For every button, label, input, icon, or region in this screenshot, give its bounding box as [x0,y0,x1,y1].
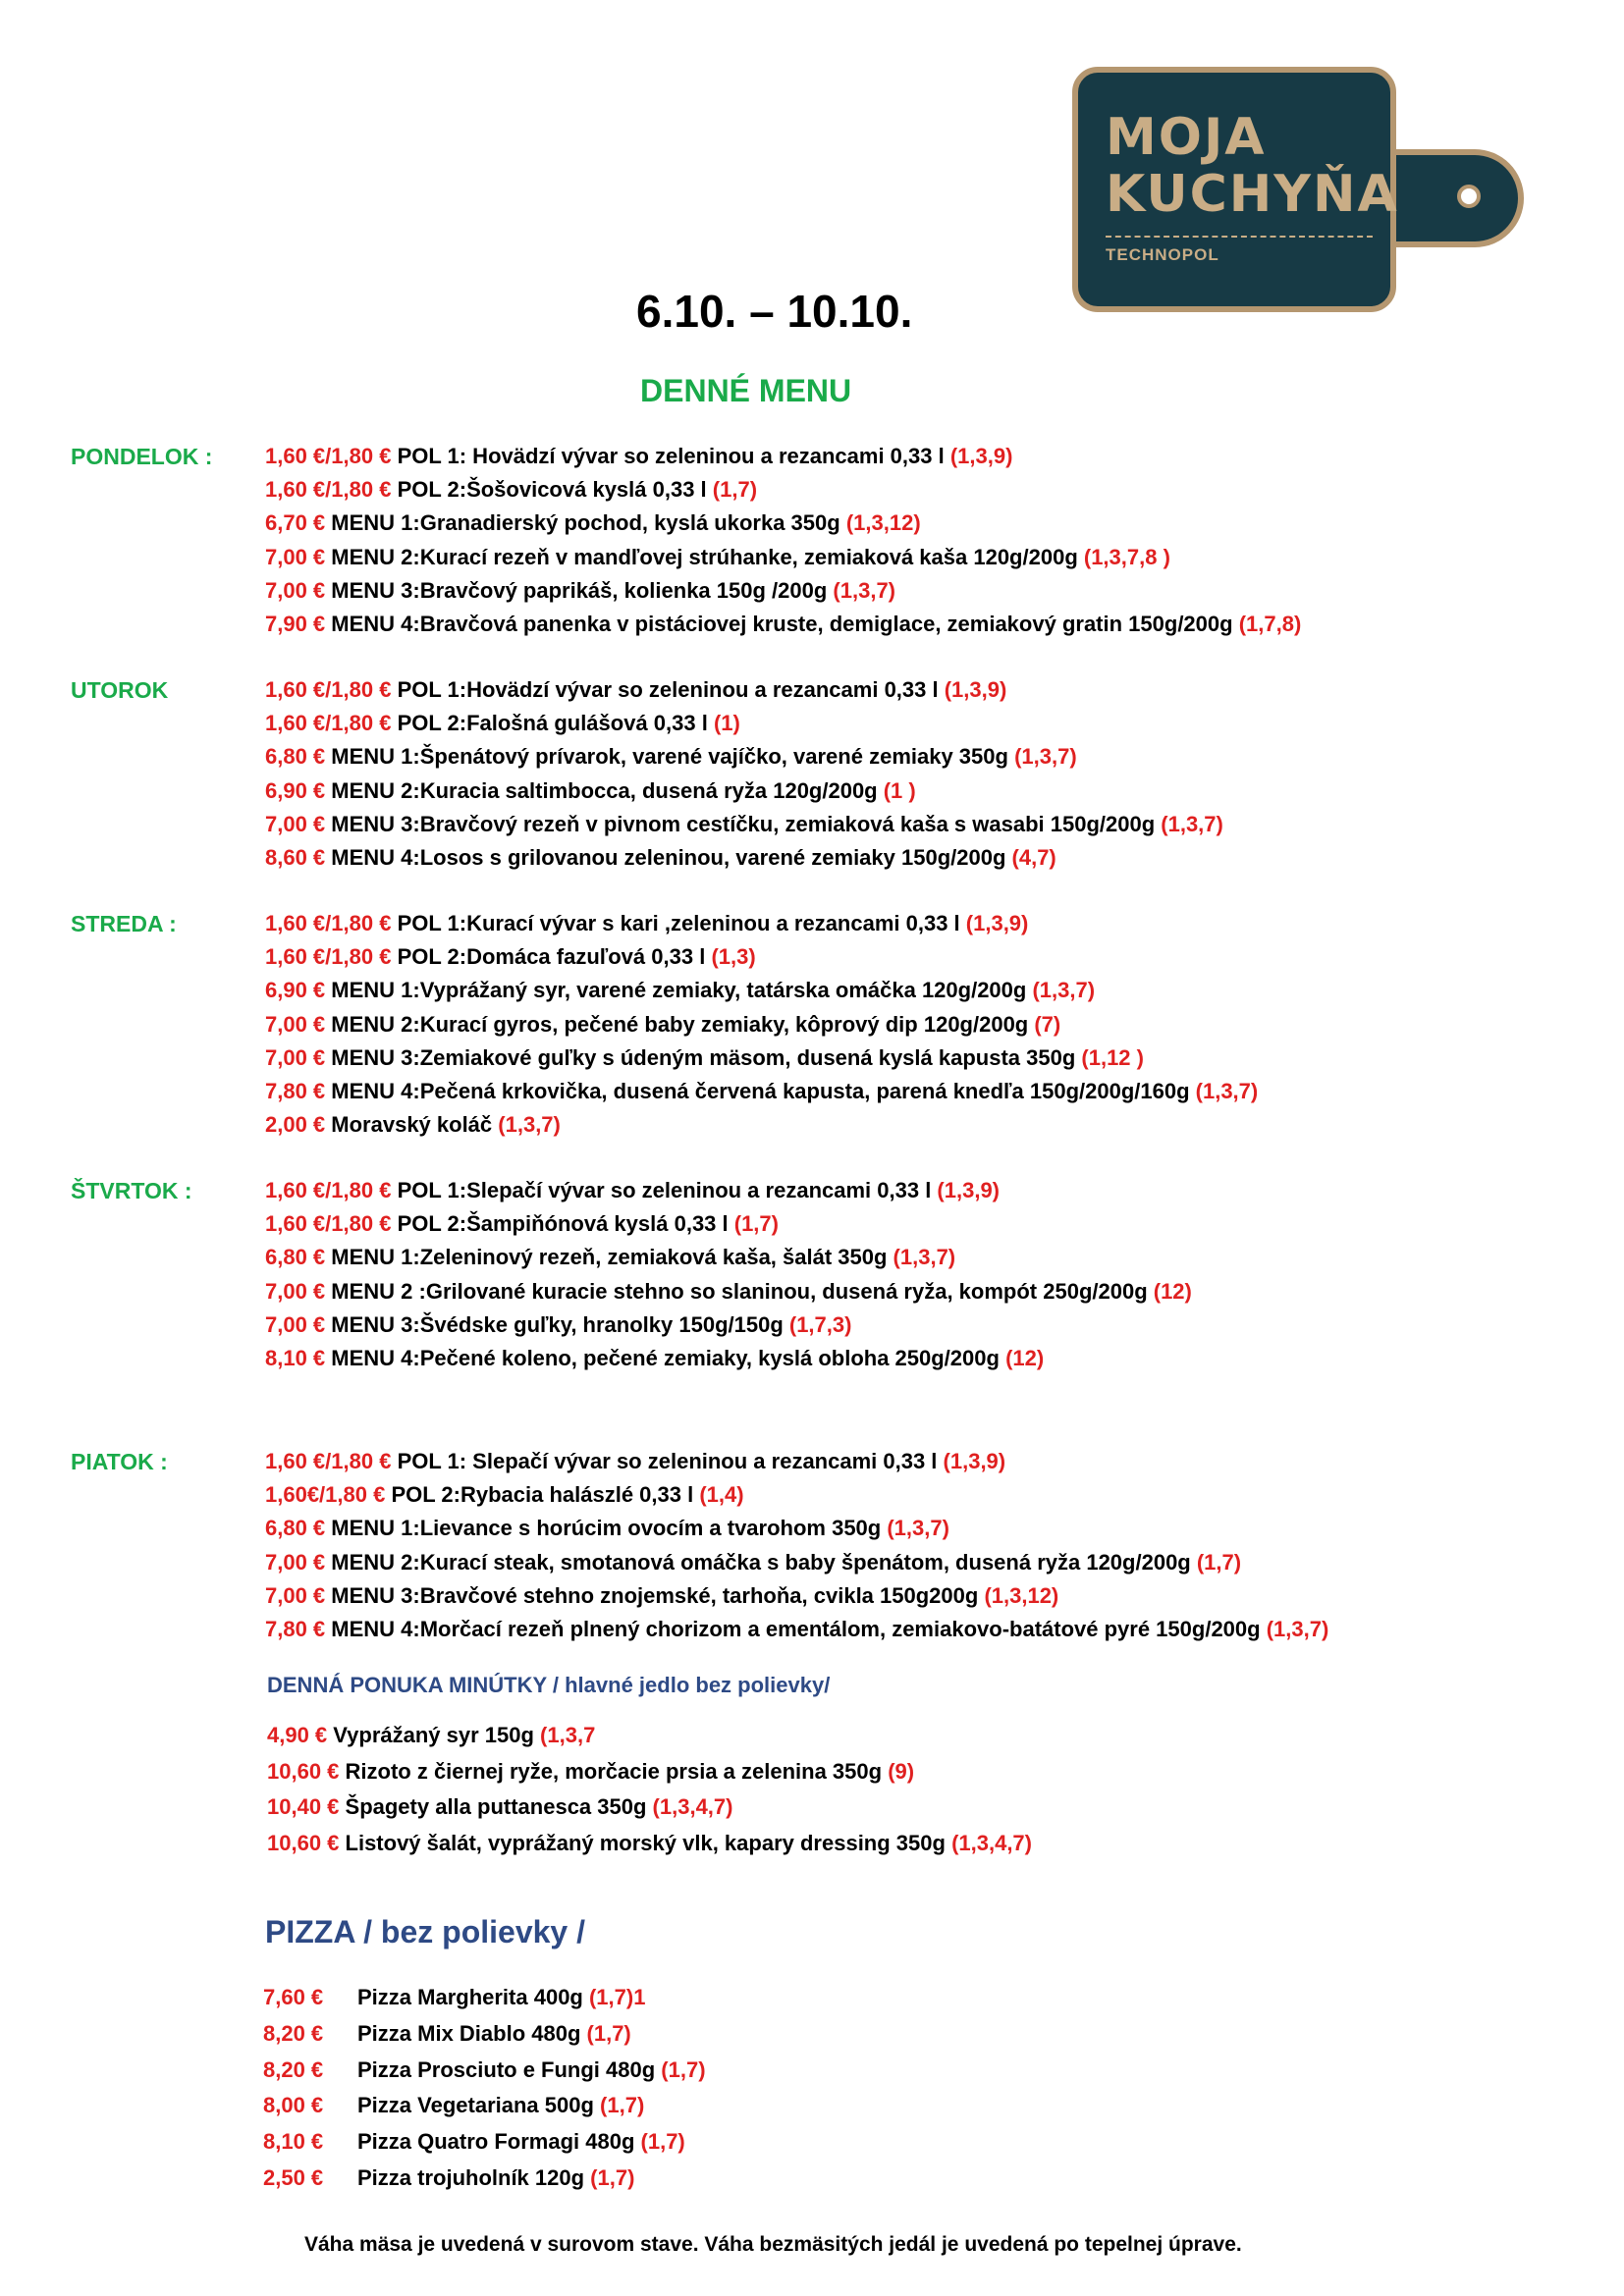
item-allergens: (1,12 ) [1081,1044,1144,1070]
menu-item [265,545,1170,570]
item-description: MENU 1:Lievance s horúcim ovocím a tvarohom 350g [325,1516,888,1541]
item-description: Pizza Prosciuto e Fungi 480g [357,2056,662,2082]
day-label: ŠTVRTOK : [71,1178,192,1203]
item-price: 6,90 € [265,777,326,803]
item-price: 7,00 € [265,544,326,569]
pizza-item [263,1985,645,2010]
menu-item [265,1516,949,1541]
item-price: 1,60 €/1,80 € [265,911,392,935]
item-allergens: (1,3,7 [540,1723,596,1747]
menu-item [265,1550,1241,1575]
item-description: MENU 4:Morčací rezeň plnený chorizom a ementálom, zemiakovo-batátové pyré 150g/200g [325,1617,1267,1641]
item-description: MENU 3:Bravčové stehno znojemské, tarhoňa, cvikla 150g200g [325,1582,985,1608]
menu-item [265,911,1028,936]
item-allergens: (1,3,7,8 ) [1083,544,1170,569]
item-price: 10,40 € [267,1794,340,1819]
item-description: Pizza trojuholník 120g [357,2165,591,2190]
menu-title: DENNÉ MENU [640,373,852,408]
item-price: 1,60€/1,80 € [265,1482,386,1508]
item-price: 6,80 € [265,744,326,770]
item-allergens: (1,3,7) [1161,811,1223,836]
item-allergens: (9) [888,1758,915,1784]
item-allergens: (1,3,4,7) [951,1830,1032,1855]
item-description: POL 2:Domáca fazuľová 0,33 l [391,944,712,970]
item-allergens: (1,3,9) [944,677,1007,702]
menu-item [265,1617,1328,1642]
item-description: MENU 3:Bravčový rezeň v pivnom cestíčku, zemiaková kaša s wasabi 150g/200g [325,811,1162,836]
date-range: 6.10. – 10.10. [636,286,913,337]
item-description: MENU 1:Zeleninový rezeň, zemiaková kaša, šalát 350g [325,1245,893,1270]
menu-item [265,1245,955,1270]
item-allergens: (1,3,7) [833,577,896,603]
day-label: UTOROK [71,677,169,703]
item-price: 2,00 € [265,1112,326,1138]
day-label: PONDELOK : [71,444,213,469]
item-price: 8,10 € [265,1346,326,1370]
logo-line-1: MOJA [1106,108,1267,167]
item-price: 6,80 € [265,1516,326,1541]
item-description: Pizza Quatro Formagi 480g [357,2129,641,2155]
item-description: POL 1:Slepačí vývar so zeleninou a rezancami 0,33 l [391,1178,938,1202]
menu-item [265,1346,1044,1371]
menu-item [265,1211,779,1237]
item-allergens: (1,7) [661,2056,706,2082]
footer-note: Váha mäsa je uvedená v surovom stave. Váha bezmäsitých jedál je uvedená po tepelnej úprave. [304,2233,1242,2256]
item-price: 1,60 €/1,80 € [265,1178,392,1202]
menu-item [265,978,1095,1003]
ponuka-item [267,1831,1032,1856]
menu-item [265,711,740,736]
item-price: 7,00 € [265,1044,326,1070]
menu-item [265,778,916,804]
item-price: 7,00 € [265,1278,326,1304]
item-allergens: (1 ) [883,777,916,803]
item-price: 8,20 € [263,2020,324,2046]
item-description: Vyprážaný syr 150g [327,1723,541,1747]
item-allergens: (1,3,4,7) [652,1794,733,1819]
item-price: 7,60 € [263,1985,324,2009]
day-label: STREDA : [71,911,177,936]
item-price: 4,90 € [267,1723,328,1747]
item-price: 7,90 € [265,612,326,636]
item-price: 7,80 € [265,1617,326,1641]
item-description: Pizza Mix Diablo 480g [357,2020,587,2046]
logo-board-hole [1457,185,1481,208]
item-allergens: (4,7) [1011,845,1056,870]
day-label: PIATOK : [71,1449,168,1474]
item-allergens: (1,3,9) [943,1449,1006,1473]
menu-item [265,744,1077,770]
item-allergens: (1,3,7) [887,1516,949,1541]
item-price: 7,00 € [265,577,326,603]
item-price: 8,60 € [265,845,326,870]
menu-item [265,510,921,536]
item-allergens: (1,3,7) [1195,1079,1259,1103]
menu-item [265,812,1223,837]
item-description: MENU 2:Kurací gyros, pečené baby zemiaky, kôprový dip 120g/200g [325,1011,1035,1037]
item-price: 7,80 € [265,1079,326,1103]
item-allergens: (1,3,9) [937,1178,1001,1202]
menu-item [265,845,1056,871]
item-allergens: (1,3,12) [984,1582,1059,1608]
item-price: 10,60 € [267,1830,340,1855]
item-description: POL 2:Šampiňónová kyslá 0,33 l [391,1211,734,1237]
logo-line-2: KUCHYŇA [1106,165,1399,224]
item-price: 1,60 €/1,80 € [265,944,392,970]
item-price: 6,90 € [265,978,326,1003]
item-price: 1,60 €/1,80 € [265,711,392,736]
item-description: MENU 4:Bravčová panenka v pistáciovej kruste, demiglace, zemiakový gratin 150g/200g [325,612,1239,636]
item-price: 7,00 € [265,1549,326,1575]
item-allergens: (1,7) [1196,1549,1242,1575]
menu-item [265,1312,851,1338]
item-description: MENU 4:Pečená krkovička, dusená červená kapusta, parená knedľa 150g/200g/160g [325,1079,1196,1103]
item-allergens: (1,7) [733,1211,779,1237]
item-description: POL 2:Šošovicová kyslá 0,33 l [391,477,713,503]
item-allergens: (1,3,7) [1014,744,1077,770]
logo-line-3: TECHNOPOL [1106,245,1219,264]
item-allergens: (7) [1034,1011,1061,1037]
item-allergens: (1,7) [640,2129,685,2155]
item-description: Pizza Margherita 400g [357,1985,589,2009]
pizza-item [263,2021,631,2047]
item-allergens: (1,3,7) [1266,1617,1329,1641]
menu-item [265,1045,1144,1071]
item-allergens: (1,3,7) [893,1245,956,1270]
item-price: 1,60 €/1,80 € [265,444,392,468]
item-price: 1,60 €/1,80 € [265,1211,392,1237]
item-price: 6,70 € [265,510,326,536]
item-description: MENU 2:Kurací rezeň v mandľovej strúhanke, zemiaková kaša 120g/200g [325,544,1084,569]
item-description: POL 1:Kurací vývar s kari ,zeleninou a rezancami 0,33 l [391,911,966,935]
item-description: MENU 1:Granadierský pochod, kyslá ukorka 350g [325,510,846,536]
ponuka-item [267,1723,595,1748]
item-description: MENU 3:Bravčový paprikáš, kolienka 150g /200g [325,577,834,603]
item-allergens: (1,7)1 [588,1985,646,2009]
item-price: 2,50 € [263,2165,324,2190]
menu-item [265,1449,1005,1474]
item-allergens: (1,7) [590,2165,635,2190]
menu-item [265,1583,1058,1609]
menu-item [265,677,1006,703]
item-allergens: (1,7) [600,2093,645,2118]
menu-item [265,612,1301,637]
menu-item [265,578,895,604]
item-description: Rizoto z čiernej ryže, morčacie prsia a zelenina 350g [339,1758,889,1784]
item-description: Listový šalát, vyprážaný morský vlk, kapary dressing 350g [339,1830,952,1855]
item-price: 1,60 €/1,80 € [265,1449,392,1473]
item-price: 7,00 € [265,1311,326,1337]
menu-item [265,1178,1000,1203]
item-description: POL 1: Hovädzí vývar so zeleninou a rezancami 0,33 l [391,444,950,468]
item-price: 10,60 € [267,1758,340,1784]
item-description: Špagety alla puttanesca 350g [339,1794,653,1819]
item-description: POL 2:Falošná gulášová 0,33 l [391,711,714,736]
item-allergens: (12) [1153,1278,1192,1304]
item-allergens: (1,7,8) [1238,612,1302,636]
item-price: 8,00 € [263,2093,324,2118]
item-price: 7,00 € [265,811,326,836]
item-description: POL 1:Hovädzí vývar so zeleninou a rezancami 0,33 l [391,677,945,702]
item-allergens: (1,7) [712,477,758,503]
item-price: 8,20 € [263,2056,324,2082]
item-allergens: (1,3,7) [1032,978,1096,1003]
logo-board-handle [1384,149,1524,247]
item-allergens: (1,3,12) [845,510,921,536]
item-allergens: (1,7,3) [788,1311,852,1337]
logo-divider [1106,236,1373,238]
pizza-item [263,2093,644,2118]
item-price: 1,60 €/1,80 € [265,477,392,503]
logo [1072,67,1534,312]
menu-item [265,1112,561,1138]
ponuka-item [267,1759,914,1785]
menu-item [265,1079,1258,1104]
item-allergens: (1) [713,711,740,736]
item-allergens: (1,3,7) [498,1112,561,1138]
item-allergens: (12) [1005,1346,1045,1370]
item-description: MENU 3:Zemiakové guľky s údeným mäsom, dusená kyslá kapusta 350g [325,1044,1082,1070]
menu-item [265,444,1012,469]
item-price: 7,00 € [265,1582,326,1608]
item-allergens: (1,3) [711,944,756,970]
ponuka-title: DENNÁ PONUKA MINÚTKY / hlavné jedlo bez polievky/ [267,1673,831,1697]
menu-item [265,1012,1060,1038]
item-description: MENU 3:Švédske guľky, hranolky 150g/150g [325,1311,789,1337]
pizza-item [263,2057,706,2083]
item-description: MENU 2 :Grilované kuracie stehno so slaninou, dusená ryža, kompót 250g/200g [325,1278,1154,1304]
item-description: MENU 1:Vyprážaný syr, varené zemiaky, tatárska omáčka 120g/200g [325,978,1033,1003]
item-description: MENU 4:Pečené koleno, pečené zemiaky, kyslá obloha 250g/200g [325,1346,1006,1370]
item-description: Moravský koláč [325,1112,499,1138]
item-description: MENU 1:Špenátový prívarok, varené vajíčko, varené zemiaky 350g [325,744,1015,770]
menu-item [265,944,756,970]
item-description: MENU 2:Kurací steak, smotanová omáčka s baby špenátom, dusená ryža 120g/200g [325,1549,1197,1575]
menu-item [265,477,757,503]
item-price: 8,10 € [263,2129,324,2155]
menu-item [265,1482,744,1508]
item-price: 6,80 € [265,1245,326,1270]
item-price: 1,60 €/1,80 € [265,677,392,702]
item-price: 7,00 € [265,1011,326,1037]
item-description: MENU 4:Losos s grilovanou zeleninou, varené zemiaky 150g/200g [325,845,1012,870]
pizza-item [263,2165,634,2191]
item-allergens: (1,3,9) [949,444,1013,468]
item-description: Pizza Vegetariana 500g [357,2093,601,2118]
item-description: POL 2:Rybacia halászlé 0,33 l [385,1482,700,1508]
item-description: MENU 2:Kuracia saltimbocca, dusená ryža 120g/200g [325,777,884,803]
pizza-item [263,2129,685,2155]
menu-item [265,1279,1192,1305]
pizza-title: PIZZA / bez polievky / [265,1914,585,1949]
item-allergens: (1,7) [586,2020,631,2046]
item-allergens: (1,4) [699,1482,744,1508]
ponuka-item [267,1794,732,1820]
item-allergens: (1,3,9) [965,911,1029,935]
item-description: POL 1: Slepačí vývar so zeleninou a rezancami 0,33 l [391,1449,944,1473]
